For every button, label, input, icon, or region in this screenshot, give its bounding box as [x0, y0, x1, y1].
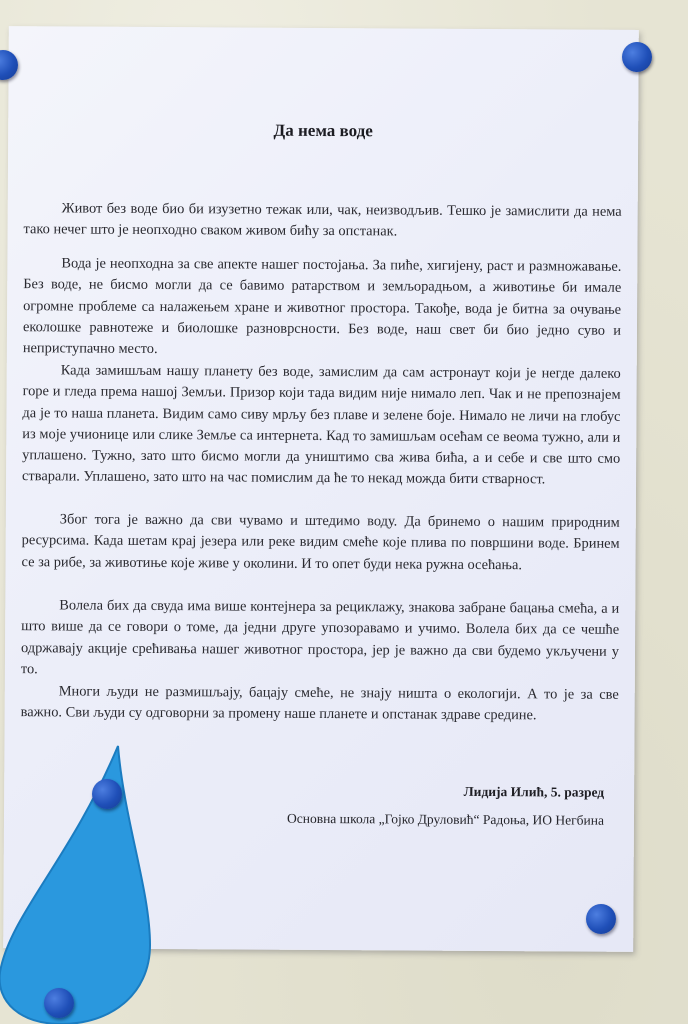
pushpin-drop-top: [92, 779, 122, 809]
water-drop-shape: [0, 746, 150, 1024]
pushpin-bottom-right: [586, 904, 616, 934]
paragraph-4: Због тога је важно да сви чувамо и штедимо воду. Да бринемо о нашим природним ресурсима. Када шетам крај језера или реке видим смеће које плива по површини воде. Бринем се за рибе, за животиње које живе у околини. И то опет буди нека ружна осећања.: [21, 511, 620, 573]
paragraph-6: Многи људи не размишљају, бацају смеће, не знају ништа о екологији. А то је за све важно. Сви људи су одговорни за промену наше планете и опстанак здраве средине.: [20, 683, 619, 724]
paragraph-1: Живот без воде био би изузетно тежак или, чак, неизводљив. Тешко је замислити да нема тако нечег што је неопходно сваком живом бићу за опстанак.: [23, 200, 622, 240]
paragraph-3: Када замишљам нашу планету без воде, замислим да сам астронаут који је негде далеко горе и гледа према нашој Земљи. Призор који тада видим није нимало леп. Чак и не препознајем да је то наша планета. Видим само сиву мрљу без плаве и зелене боје. Нимало не личи на глобус из моје учионице или слике Земље са интернета. Кад то замишљам осећам се веома тужно, али и уплашено. Тужно, зато што бисмо могли да уништимо сва жива бића, а и себе и све што смо стварали. Уплашено, зато што на час помислим да ће то некад можда бити стварност.: [22, 362, 621, 488]
paragraph-5: Волела бих да свуда има више контејнера за рециклажу, знакова забране бацања смећа, а и што више да се говори о томе, да једни друге упозоравамо и учимо. Волела бих да се чешће одржавају акције срећивања нашег животног простора, јер је важно да сви будемо укључени у то.: [20, 597, 620, 678]
water-drop-cutout: [0, 740, 160, 1024]
pushpin-drop-bottom: [44, 988, 74, 1018]
document-title: Да нема воде: [273, 120, 373, 141]
pushpin-top-right: [622, 42, 652, 72]
school-name: Основна школа „Гојко Друловић“ Радоња, ИО Негбина: [286, 810, 605, 828]
author-signature: Лидија Илић, 5. разред: [463, 783, 605, 800]
paragraph-2: Вода је неопходна за све апекте нашег постојања. За пиће, хигијену, раст и размножавање. Без воде, не бисмо могли да се бавимо ратарством и земљорадњом, а животиње би имале огромне проблеме са налажењем хране и животног простора. Такође, вода је битна за очување еколошке равнотеже и биолошке разноврсности. Без воде, наш свет би био једно суво и неприступачно место.: [22, 255, 622, 358]
